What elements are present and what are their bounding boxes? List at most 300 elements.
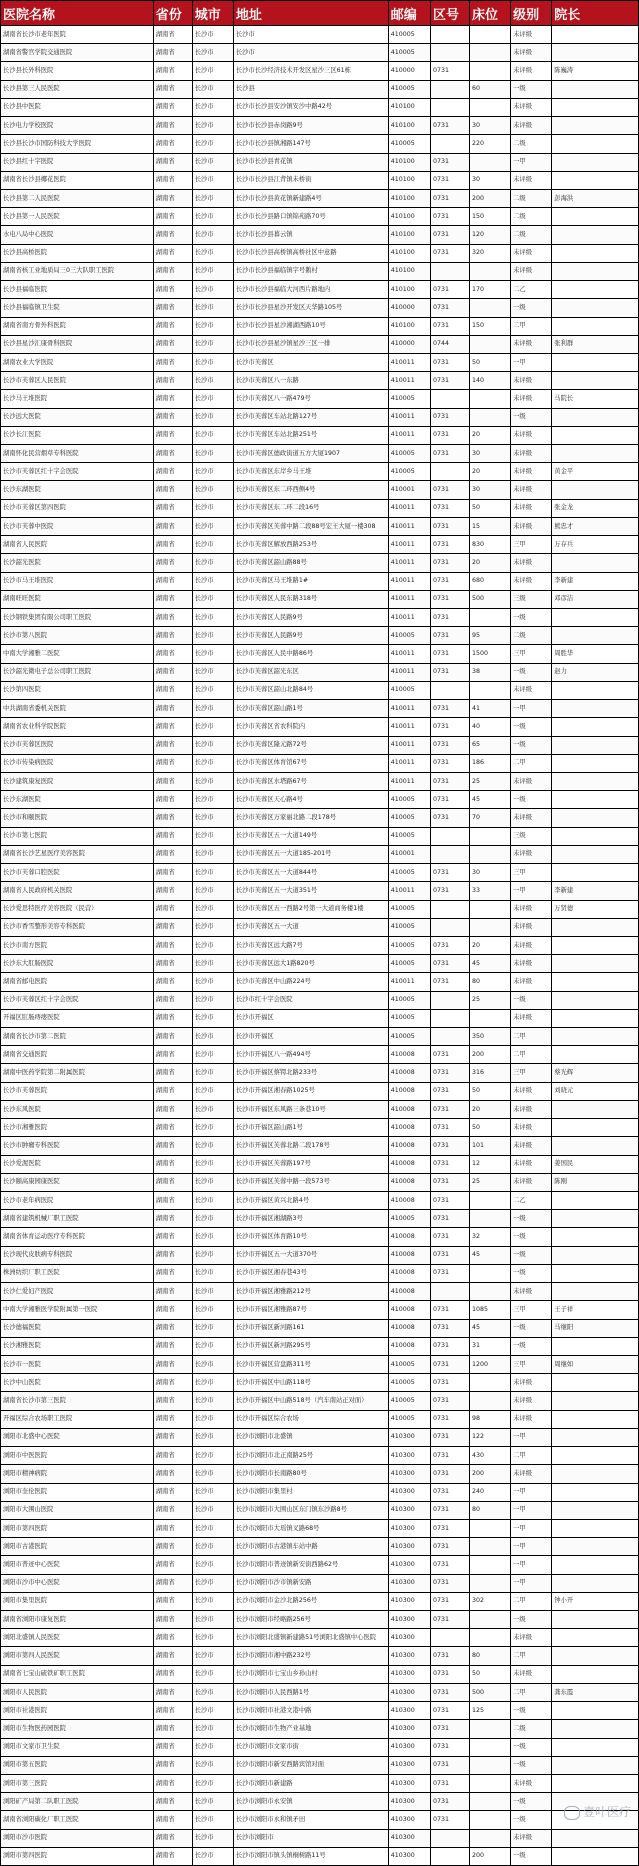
cell-area-code: 0731: [430, 1483, 469, 1501]
table-row: [1, 1738, 639, 1756]
cell-name: 湖南省人民政府机关医院: [1, 882, 154, 900]
cell-address: 长沙市芙蓉区马王堆路1#: [233, 572, 388, 590]
cell-beds: [469, 1210, 510, 1228]
cell-area-code: 0731: [430, 936, 469, 954]
cell-level: 未评级: [511, 1665, 552, 1683]
cell-zip: 410300: [388, 1756, 430, 1774]
table-row: [1, 317, 639, 335]
cell-level: 一甲: [511, 1428, 552, 1446]
cell-director: [552, 98, 639, 116]
cell-address: 长沙市芙蓉区芙蓉中路二段88号宏王大厦一楼308: [233, 517, 388, 535]
cell-province: 湖南省: [153, 1519, 192, 1537]
cell-name: 长沙市芙蓉中医院: [1, 517, 154, 535]
cell-beds: [469, 262, 510, 280]
cell-address: 长沙市芙蓉区东岸乡马王堆: [233, 463, 388, 481]
cell-address: 长沙市芙蓉区韶山路88号: [233, 554, 388, 572]
table-row: [1, 517, 639, 535]
cell-province: 湖南省: [153, 645, 192, 663]
cell-beds: 38: [469, 663, 510, 681]
cell-director: [552, 827, 639, 845]
cell-zip: 410300: [388, 1775, 430, 1793]
cell-area-code: 0731: [430, 208, 469, 226]
cell-city: 长沙市: [192, 1829, 233, 1847]
cell-city: 长沙市: [192, 772, 233, 790]
table-row: [1, 900, 639, 918]
cell-area-code: 0731: [430, 1738, 469, 1756]
cell-level: 一级: [511, 299, 552, 317]
cell-level: 未评级: [511, 918, 552, 936]
cell-city: 长沙市: [192, 1155, 233, 1173]
cell-address: 长沙市芙蓉区人民中路86号: [233, 645, 388, 663]
cell-zip: 410300: [388, 1519, 430, 1537]
cell-address: 长沙市芙蓉区五一大道149号: [233, 827, 388, 845]
table-row: [1, 973, 639, 991]
cell-director: [552, 1246, 639, 1264]
cell-beds: 30: [469, 117, 510, 135]
cell-level: 一甲: [511, 882, 552, 900]
cell-address: 长沙市开福区体育路10号: [233, 1228, 388, 1246]
cell-level: 一级: [511, 1811, 552, 1829]
cell-name: 湖南省长沙市第三医院: [1, 1392, 154, 1410]
cell-level: 一甲: [511, 1538, 552, 1556]
cell-city: 长沙市: [192, 390, 233, 408]
cell-director: [552, 791, 639, 809]
cell-level: 一级: [511, 609, 552, 627]
cell-name: 湖南省七宝山硫铁矿职工医院: [1, 1665, 154, 1683]
cell-beds: 150: [469, 317, 510, 335]
cell-province: 湖南省: [153, 609, 192, 627]
cell-beds: 20: [469, 426, 510, 444]
cell-city: 长沙市: [192, 98, 233, 116]
cell-area-code: 0731: [430, 1647, 469, 1665]
cell-name: 浏阳市生物医药园医院: [1, 1720, 154, 1738]
cell-beds: 95: [469, 627, 510, 645]
cell-city: 长沙市: [192, 590, 233, 608]
cell-level: 未评级: [511, 1100, 552, 1118]
cell-beds: [469, 1811, 510, 1829]
cell-city: 长沙市: [192, 1465, 233, 1483]
cell-beds: [469, 26, 510, 44]
cell-address: 长沙市开福区东风路三条巷10号: [233, 1100, 388, 1118]
cell-beds: 50: [469, 353, 510, 371]
cell-zip: 410005: [388, 681, 430, 699]
cell-beds: [469, 98, 510, 116]
cell-name: 长沙市传染病医院: [1, 754, 154, 772]
cell-address: 长沙市开福区湘雅路87号: [233, 1301, 388, 1319]
cell-city: 长沙市: [192, 1756, 233, 1774]
cell-city: 长沙市: [192, 44, 233, 62]
cell-province: 湖南省: [153, 1556, 192, 1574]
cell-address: 长沙市芙蓉区韶山路1号: [233, 700, 388, 718]
cell-name: 中南大学湘雅二医院: [1, 645, 154, 663]
cell-name: 湖南省交通医院: [1, 1046, 154, 1064]
cell-address: 长沙市浏阳市北盛镇: [233, 1428, 388, 1446]
cell-city: 长沙市: [192, 1447, 233, 1465]
cell-name: 中南大学湘雅医学院附属第一医院: [1, 1301, 154, 1319]
cell-zip: 410005: [388, 827, 430, 845]
cell-area-code: 0731: [430, 317, 469, 335]
cell-area-code: [430, 135, 469, 153]
cell-zip: 410005: [388, 627, 430, 645]
cell-city: 长沙市: [192, 1519, 233, 1537]
cell-city: 长沙市: [192, 1283, 233, 1301]
cell-city: 长沙市: [192, 117, 233, 135]
cell-address: 长沙市浏阳市永和镇矛田: [233, 1811, 388, 1829]
cell-level: 未评级: [511, 1283, 552, 1301]
cell-zip: 410011: [388, 882, 430, 900]
cell-name: 湖南怀化民营烟草专科医院: [1, 445, 154, 463]
cell-director: [552, 1228, 639, 1246]
cell-level: 未评级: [511, 372, 552, 390]
cell-city: 长沙市: [192, 882, 233, 900]
cell-province: 湖南省: [153, 1009, 192, 1027]
cell-director: [552, 481, 639, 499]
cell-name: 浏阳市集里医院: [1, 1592, 154, 1610]
cell-city: 长沙市: [192, 1556, 233, 1574]
cell-address: 长沙市长沙县赤岗路9号: [233, 117, 388, 135]
cell-name: 浏阳市古港医院: [1, 1538, 154, 1556]
cell-area-code: 0731: [430, 609, 469, 627]
table-row: [1, 609, 639, 627]
table-row: [1, 1082, 639, 1100]
cell-city: 长沙市: [192, 1793, 233, 1811]
table-row: [1, 1483, 639, 1501]
cell-area-code: 0731: [430, 1775, 469, 1793]
cell-zip: 410300: [388, 1611, 430, 1629]
table-row: [1, 171, 639, 189]
cell-director: 黄金平: [552, 463, 639, 481]
table-row: [1, 499, 639, 517]
cell-address: 长沙市开福区芙蓉中路一段573号: [233, 1173, 388, 1191]
cell-beds: [469, 1556, 510, 1574]
cell-zip: 410005: [388, 445, 430, 463]
cell-name: 长沙东湖医院: [1, 481, 154, 499]
cell-director: [552, 299, 639, 317]
cell-province: 湖南省: [153, 408, 192, 426]
table-row: [1, 1756, 639, 1774]
cell-name: 水电八局中心医院: [1, 226, 154, 244]
cell-director: [552, 845, 639, 863]
cell-address: 长沙市开福区营盘路311号: [233, 1355, 388, 1373]
cell-beds: 45: [469, 955, 510, 973]
table-row: [1, 1665, 639, 1683]
cell-beds: 80: [469, 973, 510, 991]
table-body: [1, 26, 639, 1866]
cell-city: 长沙市: [192, 536, 233, 554]
cell-address: 长沙市浏阳市沙市镇新安路: [233, 1574, 388, 1592]
cell-province: 湖南省: [153, 1119, 192, 1137]
table-row: [1, 845, 639, 863]
cell-city: 长沙市: [192, 1629, 233, 1647]
cell-level: 未评级: [511, 1119, 552, 1137]
table-row: [1, 481, 639, 499]
cell-city: 长沙市: [192, 1592, 233, 1610]
cell-province: 湖南省: [153, 481, 192, 499]
cell-name: 长沙县第三人民医院: [1, 80, 154, 98]
cell-beds: 80: [469, 1647, 510, 1665]
cell-zip: 410008: [388, 1319, 430, 1337]
cell-zip: 410008: [388, 1082, 430, 1100]
cell-area-code: [430, 26, 469, 44]
cell-province: 湖南省: [153, 244, 192, 262]
cell-province: 湖南省: [153, 1319, 192, 1337]
cell-beds: 50: [469, 1665, 510, 1683]
cell-area-code: 0731: [430, 1319, 469, 1337]
cell-province: 湖南省: [153, 1683, 192, 1701]
cell-name: 长沙中山医院: [1, 1374, 154, 1392]
cell-zip: 410300: [388, 1447, 430, 1465]
cell-zip: 410100: [388, 208, 430, 226]
cell-province: 湖南省: [153, 1264, 192, 1282]
cell-province: 湖南省: [153, 26, 192, 44]
table-row: [1, 1556, 639, 1574]
cell-beds: 140: [469, 372, 510, 390]
cell-level: 一级: [511, 1611, 552, 1629]
cell-province: 湖南省: [153, 1155, 192, 1173]
cell-director: [552, 1629, 639, 1647]
watermark-text: 壹叶医疗: [582, 1805, 631, 1819]
table-row: [1, 1465, 639, 1483]
cell-address: 长沙市芙蓉区五一西路2号第一大道商务楼1楼: [233, 900, 388, 918]
cell-area-code: [430, 681, 469, 699]
cell-city: 长沙市: [192, 1246, 233, 1264]
cell-province: 湖南省: [153, 517, 192, 535]
cell-zip: 410008: [388, 1301, 430, 1319]
cell-address: 长沙市浏阳市大瑶镇叉路68号: [233, 1519, 388, 1537]
table-row: [1, 1683, 639, 1701]
cell-beds: [469, 153, 510, 171]
cell-city: 长沙市: [192, 809, 233, 827]
cell-beds: 98: [469, 1410, 510, 1428]
table-row: [1, 955, 639, 973]
cell-level: 二乙: [511, 1192, 552, 1210]
cell-city: 长沙市: [192, 827, 233, 845]
cell-area-code: 0731: [430, 1301, 469, 1319]
cell-name: 长沙市一医院: [1, 1355, 154, 1373]
cell-city: 长沙市: [192, 554, 233, 572]
cell-city: 长沙市: [192, 281, 233, 299]
cell-area-code: 0731: [430, 445, 469, 463]
cell-city: 长沙市: [192, 1009, 233, 1027]
cell-province: 湖南省: [153, 445, 192, 463]
cell-name: 长沙市香雪整形美容专科医院: [1, 918, 154, 936]
cell-zip: 410300: [388, 1501, 430, 1519]
table-row: [1, 117, 639, 135]
cell-address: 长沙市芙蓉区万家丽北路二段178号: [233, 809, 388, 827]
table-row: [1, 936, 639, 954]
cell-zip: 410011: [388, 554, 430, 572]
cell-director: [552, 1647, 639, 1665]
cell-city: 长沙市: [192, 736, 233, 754]
cell-address: 长沙市开福区芙蓉路197号: [233, 1155, 388, 1173]
cell-zip: 410300: [388, 1428, 430, 1446]
cell-director: [552, 718, 639, 736]
cell-address: 长沙市芙蓉区人民东路318号: [233, 590, 388, 608]
cell-director: [552, 809, 639, 827]
cell-name: 湖南中医药学院第二附属医院: [1, 1064, 154, 1082]
cell-name: 长沙县星沙汇康骨科医院: [1, 335, 154, 353]
cell-beds: [469, 1192, 510, 1210]
table-row: [1, 590, 639, 608]
cell-address: 长沙市浏阳市金沙北路256号: [233, 1592, 388, 1610]
table-row: [1, 1702, 639, 1720]
cell-name: 长沙颐高康园康医院: [1, 1173, 154, 1191]
cell-zip: 410011: [388, 536, 430, 554]
cell-address: 长沙市开福区湘雅路212号: [233, 1283, 388, 1301]
table-row: [1, 1210, 639, 1228]
cell-beds: 122: [469, 1428, 510, 1446]
cell-beds: [469, 681, 510, 699]
table-row: [1, 864, 639, 882]
cell-province: 湖南省: [153, 809, 192, 827]
cell-name: 湖南省邮电医院: [1, 973, 154, 991]
table-row: [1, 1538, 639, 1556]
cell-zip: 410011: [388, 772, 430, 790]
cell-area-code: [430, 463, 469, 481]
cell-address: 长沙市长沙县暮云镇: [233, 226, 388, 244]
cell-zip: 410005: [388, 1028, 430, 1046]
cell-area-code: [430, 900, 469, 918]
cell-director: [552, 1829, 639, 1847]
table-row: [1, 26, 639, 44]
cell-level: 未评级: [511, 335, 552, 353]
cell-beds: [469, 408, 510, 426]
cell-city: 长沙市: [192, 1501, 233, 1519]
cell-zip: 410008: [388, 1100, 430, 1118]
cell-name: 浏阳市中医医院: [1, 1447, 154, 1465]
cell-city: 长沙市: [192, 1392, 233, 1410]
cell-level: 二甲: [511, 1683, 552, 1701]
cell-beds: [469, 1392, 510, 1410]
cell-area-code: 0731: [430, 1355, 469, 1373]
cell-level: 一级: [511, 1264, 552, 1282]
cell-zip: 410300: [388, 1483, 430, 1501]
cell-level: 二级: [511, 1720, 552, 1738]
cell-province: 湖南省: [153, 262, 192, 280]
cell-area-code: 0731: [430, 1538, 469, 1556]
cell-name: 浏阳市第三医院: [1, 1775, 154, 1793]
cell-city: 长沙市: [192, 426, 233, 444]
cell-name: 长沙东湖医院: [1, 791, 154, 809]
cell-name: 长沙湘雅医院: [1, 1337, 154, 1355]
cell-name: 长沙县长沙市国防科技大学医院: [1, 135, 154, 153]
cell-address: 长沙市浏阳市大围山区东门镇东沙路8号: [233, 1501, 388, 1519]
cell-beds: 50: [469, 1119, 510, 1137]
cell-area-code: 0731: [430, 772, 469, 790]
cell-province: 湖南省: [153, 335, 192, 353]
cell-name: 浏阳北盛镇人民医院: [1, 1629, 154, 1647]
cell-beds: 30: [469, 171, 510, 189]
cell-level: 未评级: [511, 98, 552, 116]
cell-address: 长沙市: [233, 44, 388, 62]
cell-beds: 200: [469, 189, 510, 207]
table-row: [1, 408, 639, 426]
cell-province: 湖南省: [153, 1228, 192, 1246]
cell-address: 长沙市长沙县高桥镇高桥社区中意路: [233, 244, 388, 262]
cell-level: 一甲: [511, 1483, 552, 1501]
cell-province: 湖南省: [153, 936, 192, 954]
cell-beds: [469, 1793, 510, 1811]
table-row: [1, 645, 639, 663]
cell-name: 湖南省长沙艺星医疗美容医院: [1, 845, 154, 863]
cell-address: 长沙市浏阳市北正南路25号: [233, 1447, 388, 1465]
cell-city: 长沙市: [192, 244, 233, 262]
cell-name: 长沙县长外科医院: [1, 62, 154, 80]
cell-director: 马院长: [552, 390, 639, 408]
cell-director: [552, 772, 639, 790]
cell-beds: 170: [469, 281, 510, 299]
cell-beds: [469, 1538, 510, 1556]
cell-beds: 830: [469, 536, 510, 554]
cell-director: 张金龙: [552, 499, 639, 517]
cell-city: 长沙市: [192, 1264, 233, 1282]
cell-province: 湖南省: [153, 499, 192, 517]
cell-zip: 410011: [388, 700, 430, 718]
cell-area-code: [430, 1829, 469, 1847]
cell-city: 长沙市: [192, 718, 233, 736]
cell-director: [552, 1538, 639, 1556]
cell-name: 湖南省农业科学院医院: [1, 718, 154, 736]
cell-zip: 410005: [388, 1355, 430, 1373]
cell-city: 长沙市: [192, 299, 233, 317]
cell-province: 湖南省: [153, 827, 192, 845]
cell-area-code: 0731: [430, 1811, 469, 1829]
cell-zip: 410000: [388, 335, 430, 353]
cell-address: 长沙市长沙县青花镇: [233, 153, 388, 171]
cell-beds: 186: [469, 754, 510, 772]
cell-director: [552, 554, 639, 572]
cell-name: 长沙县高桥医院: [1, 244, 154, 262]
cell-beds: 680: [469, 572, 510, 590]
cell-city: 长沙市: [192, 1683, 233, 1701]
cell-area-code: 0731: [430, 1410, 469, 1428]
cell-level: 未评级: [511, 1137, 552, 1155]
table-row: [1, 1775, 639, 1793]
cell-name: 长沙德福医院: [1, 1319, 154, 1337]
table-row: [1, 335, 639, 353]
cell-level: 未评级: [511, 481, 552, 499]
cell-address: 长沙市: [233, 26, 388, 44]
cell-province: 湖南省: [153, 208, 192, 226]
cell-name: 湖南省南方骨外科医院: [1, 317, 154, 335]
cell-area-code: 0731: [430, 718, 469, 736]
cell-address: 长沙市芙蓉区韶光东区: [233, 663, 388, 681]
cell-city: 长沙市: [192, 408, 233, 426]
cell-director: [552, 80, 639, 98]
table-row: [1, 353, 639, 371]
cell-address: 长沙市浏阳市集里村: [233, 1483, 388, 1501]
cell-name: 长沙仁爱妇产医院: [1, 1283, 154, 1301]
cell-beds: [469, 1829, 510, 1847]
cell-area-code: 0731: [430, 572, 469, 590]
cell-city: 长沙市: [192, 627, 233, 645]
cell-area-code: 0731: [430, 1046, 469, 1064]
cell-area-code: 0731: [430, 517, 469, 535]
cell-level: 一甲: [511, 153, 552, 171]
cell-province: 湖南省: [153, 590, 192, 608]
cell-province: 湖南省: [153, 1483, 192, 1501]
cell-address: 长沙市浏阳市新建路: [233, 1775, 388, 1793]
cell-level: 未评级: [511, 1374, 552, 1392]
cell-address: 长沙市长沙县镇湘路147号: [233, 135, 388, 153]
cell-beds: [469, 390, 510, 408]
table-row: [1, 1392, 639, 1410]
cell-province: 湖南省: [153, 1374, 192, 1392]
cell-director: [552, 973, 639, 991]
cell-address: 长沙市芙蓉区东二环西侧4号: [233, 481, 388, 499]
cell-zip: 410001: [388, 845, 430, 863]
cell-director: 王子祥: [552, 1301, 639, 1319]
